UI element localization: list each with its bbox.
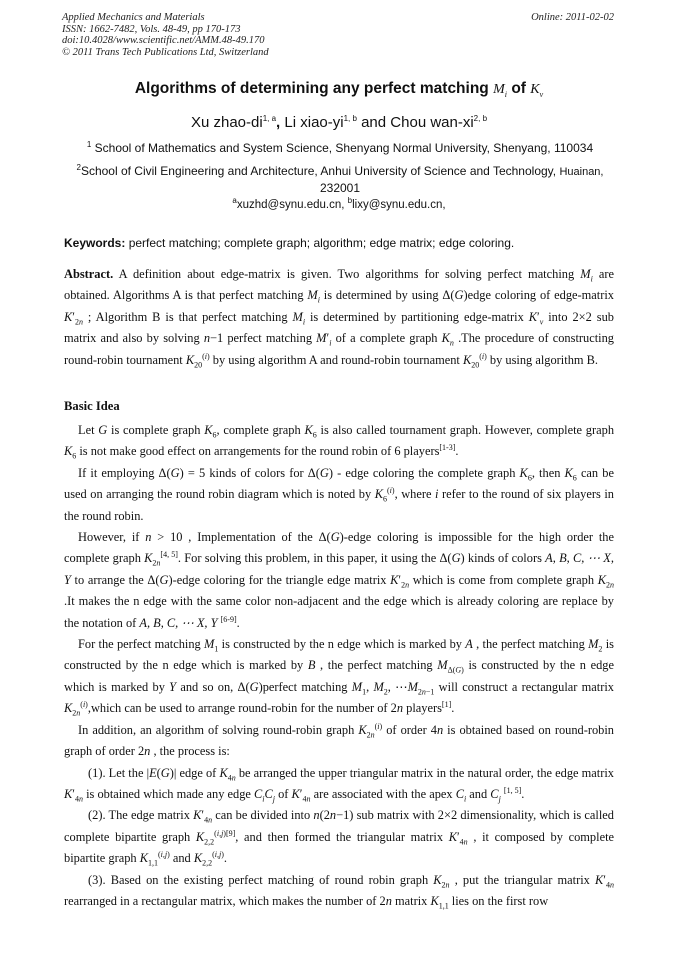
keywords — [64, 236, 514, 250]
title-text: Algorithms of determining any perfect matching — [134, 80, 489, 97]
author-name: Xu zhao-di — [190, 114, 263, 131]
email-link[interactable]: xuzhd@synu.edu.cn, — [236, 199, 345, 211]
journal-name: Applied Mechanics and Materials — [62, 12, 205, 23]
affiliation-2: $^2$School of Civil Engineering and Architecture, Anhui University of Science and Technology, Huainan, 232001 — [76, 163, 604, 195]
doi-line: doi:10.4028/www.scientific.net/AMM.48-49.170 — [62, 35, 265, 46]
affiliation-1: $^1$ School of Mathematics and System Science, Shenyang Normal University, Shenyang, 110034 — [86, 140, 594, 155]
title-of: of — [511, 80, 526, 97]
paper-title — [0, 80, 678, 98]
online-date: Online: 2011-02-02 — [531, 12, 614, 23]
abstract: Abstract. A definition about edge-matrix is given. Two algorithms for solving perfect matching $M_i$ are obtained. Algorithms A is that perfect matching $M_i$ is determined by using Δ(G)edge coloring of edge-matrix $K'_{2n}$ ; Algorithm B is that perfect matching $M_i$ is determined by partitioning edge-matrix $K'_v$ into 2×2 sub matrix and also by solving n−1 perfect matching $M'_i$ of a complete graph $K_n$ .The procedure of constructing round-robin tournament $K_{20}^{(i)}$ by using algorithm A and round-robin tournament $K_{20}^{(i)}$ by using algorithm B. — [64, 267, 614, 370]
title-math-m: $M_i$ — [493, 82, 507, 99]
email-line: $^a$xuzhd@synu.edu.cn, $^b$lixy@synu.edu.cn, — [232, 196, 446, 211]
body-text: Let G is complete graph $K_6$, complete graph $K_6$ is also called tournament graph. However, complete graph $K_6$ is not make good effect on arrangements for the round robin of 6 players[1-3]. If it employing Δ(G) = 5 kinds of colors for Δ(G) - edge coloring the complete graph $K_6$, then $K_6$ can be used on arranging the round robin diagram which is noted by $K_6^{(i)}$, where i refer to the round of six players in the round robin. However, if n > 10 , Implementation of the Δ(G)-edge coloring is impossible for the high order the complete graph $K_{2n}[4, 5]$. For solving this problem, in this paper, it using the Δ(G) kinds of colors A, B, C, ⋯ X, Y to arrange the Δ(G)-edge coloring for the triangle edge matrix $K'_{2n}$ which is come from complete graph $K_{2n}$ .It makes the n edge with the same color non-adjacent and the edge which is already coloring are replace by the notation of A, B, C, ⋯ X, Y [6-9]. For the perfect matching $M_1$ is constructed by the n edge which is marked by A , the perfect matching $M_2$ is constructed by the n edge which is marked by B , the perfect matching $M_{\Delta(G)}$ is constructed by the n edge which is marked by Y and so on, Δ(G)perfect matching $M_1$, $M_2$, $\cdots M_{2n-1}$ will construct a rectangular matrix $K_{2n}^{(i)},which$ can be used to arrange round-robin for the number of 2n players[1]. In addition, an algorithm of solving round-robin graph $K_{2n}^{(i)}$ of order 4n is obtained based on round-robin graph of order 2n , the process is: (1). Let the |E(G)| edge of $K_{4n}$ be arranged the upper triangular matrix in the natural order, the edge matrix $K'_{4n}$ is obtained which made any edge $C_iC_j$ of $K'_{4n}$ are associated with the apex $C_i$ and $C_j$ [1, 5]. (2). The edge matrix $K'_{4n}$ can be divided into n(2n−1) sub matrix with 2×2 dimensionality, which is called complete bipartite graph $K_{2,2}^{(i,j)[9]}$, and then formed the triangular matrix $K'_{4n}$ , it composed by complete bipartite graph $K_{1,1}^{(i,j)}$ and $K_{2,2}^{(i,j)}$. (3). Based on the existing perfect matching of round robin graph $K_{2n}$ , put the triangular matrix $K'_{4n}$ rearranged in a rectangular matrix, which makes the number of 2n matrix $K_{1,1}$ lies on the first row — [64, 423, 615, 911]
issn-line: ISSN: 1662-7482, Vols. 48-49, pp 170-173 — [62, 23, 241, 35]
email-link[interactable]: lixy@synu.edu.cn, — [352, 199, 446, 211]
keywords-label: Keywords: — [64, 236, 126, 250]
author-line: Xu zhao-di$^{1, a}$, Li xiao-yi$^{1, b}$ and Chou wan-xi$^{2, b}$ — [190, 114, 488, 131]
section-heading: Basic Idea — [64, 399, 120, 413]
author-name: Chou wan-xi — [390, 114, 474, 131]
journal-header — [62, 12, 269, 58]
author-name: Li xiao-yi — [284, 114, 344, 131]
keywords-text: perfect matching; complete graph; algorithm; edge matrix; edge coloring. — [128, 236, 515, 250]
title-math-k: $K_v$ — [530, 82, 544, 99]
copyright-line: © 2011 Trans Tech Publications Ltd, Switzerland — [62, 46, 269, 58]
